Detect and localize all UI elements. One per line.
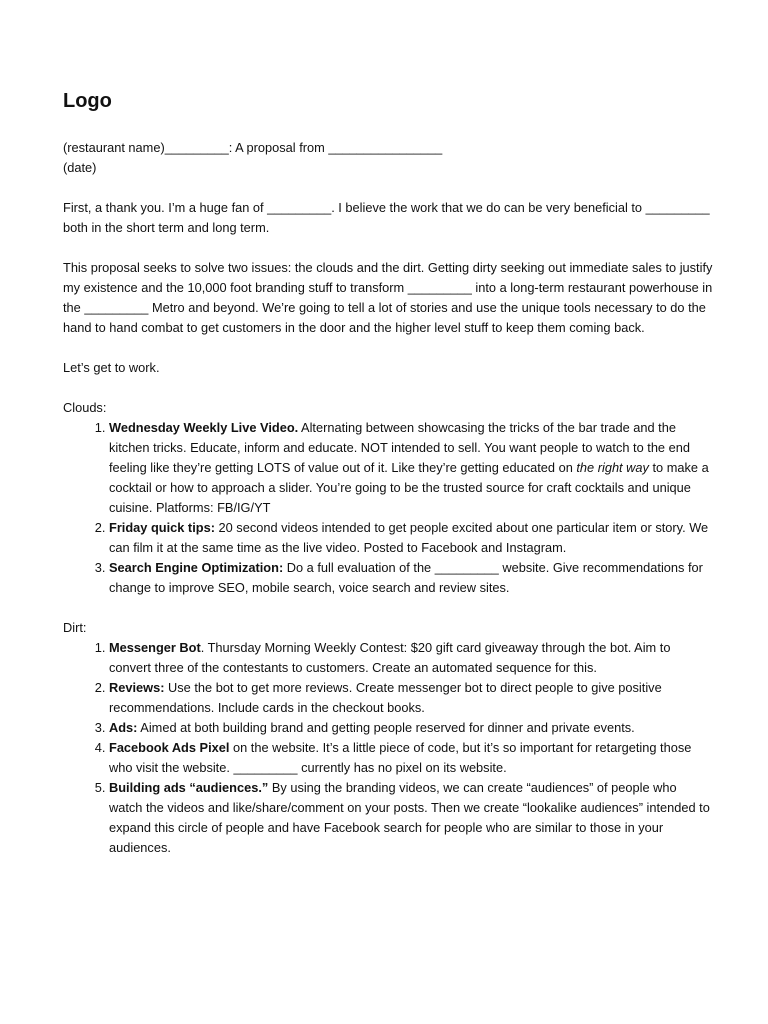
item-title: Ads: [109, 720, 138, 735]
item-text: to make a cocktail or how to approach a slider. You’re going to be the trusted source for craft cocktails and unique cuisine. Platforms: FB/IG/YT [109, 460, 709, 515]
item-text: on the website. It’s a little piece of code, but it’s so important for retargeting those who visit the website. _________ currently has no pixel on its website. [109, 740, 692, 775]
call-to-action: Let’s get to work. [63, 360, 160, 375]
item-title: Wednesday Weekly Live Video. [109, 420, 299, 435]
list-item [109, 418, 713, 518]
list-item [109, 558, 713, 598]
item-title: Facebook Ads Pixel [109, 740, 230, 755]
item-title: Building ads “audiences.” [109, 780, 269, 795]
item-title: Search Engine Optimization: [109, 560, 284, 575]
item-emphasis: the right way [576, 460, 649, 475]
item-text: Alternating between showcasing the tricks of the bar trade and the kitchen tricks. Educate, inform and educate. NOT intended to sell. You want people to watch to the end feeling like they’re getting LOTS of value out of it. Like they’re getting educated on [109, 420, 690, 475]
item-text: Do a full evaluation of the _________ website. Give recommendations for change to improve SEO, mobile search, voice search and review sites. [109, 560, 703, 595]
item-title: Reviews: [109, 680, 165, 695]
item-text: . Thursday Morning Weekly Contest: $20 gift card giveaway through the bot. Aim to convert three of the contestants to customers. Create an automated sequence for this. [109, 640, 671, 675]
clouds-heading: Clouds: [63, 400, 107, 415]
intro-paragraph: First, a thank you. I’m a huge fan of _________. I believe the work that we do can be very beneficial to _________ both in the short term and long term. [63, 200, 710, 235]
document-page [63, 88, 713, 858]
logo-placeholder: Logo [63, 90, 112, 112]
dirt-heading: Dirt: [63, 620, 87, 635]
proposal-date: (date) [63, 160, 97, 175]
proposal-header-line: (restaurant name)_________: A proposal from ________________ [63, 140, 443, 155]
item-text: Aimed at both building brand and getting people reserved for dinner and private events. [137, 720, 635, 735]
item-text: By using the branding videos, we can create “audiences” of people who watch the videos and like/share/comment on your posts. Then we create “lookalike audiences” intended to expand this circle of people and have Facebook search for people who are similar to those in your audiences. [109, 780, 710, 855]
dirt-list [63, 638, 713, 858]
item-title: Messenger Bot [109, 640, 201, 655]
list-item [109, 738, 713, 778]
list-item [109, 718, 713, 738]
list-item [109, 678, 713, 718]
list-item [109, 778, 713, 858]
list-item [109, 518, 713, 558]
proposal-paragraph: This proposal seeks to solve two issues: the clouds and the dirt. Getting dirty seeking out immediate sales to justify my existence and the 10,000 foot branding stuff to transform _________ into a long-term restaurant powerhouse in the _________ Metro and beyond. We’re going to tell a lot of stories and use the unique tools necessary to do the hand to hand combat to get customers in the door and the higher level stuff to keep them coming back. [63, 260, 713, 335]
item-text: Use the bot to get more reviews. Create messenger bot to direct people to give positive recommendations. Include cards in the checkout books. [109, 680, 662, 715]
clouds-list [63, 418, 713, 598]
item-title: Friday quick tips: [109, 520, 215, 535]
list-item [109, 638, 713, 678]
item-text: 20 second videos intended to get people excited about one particular item or story. We can film it at the same time as the live video. Posted to Facebook and Instagram. [109, 520, 709, 555]
